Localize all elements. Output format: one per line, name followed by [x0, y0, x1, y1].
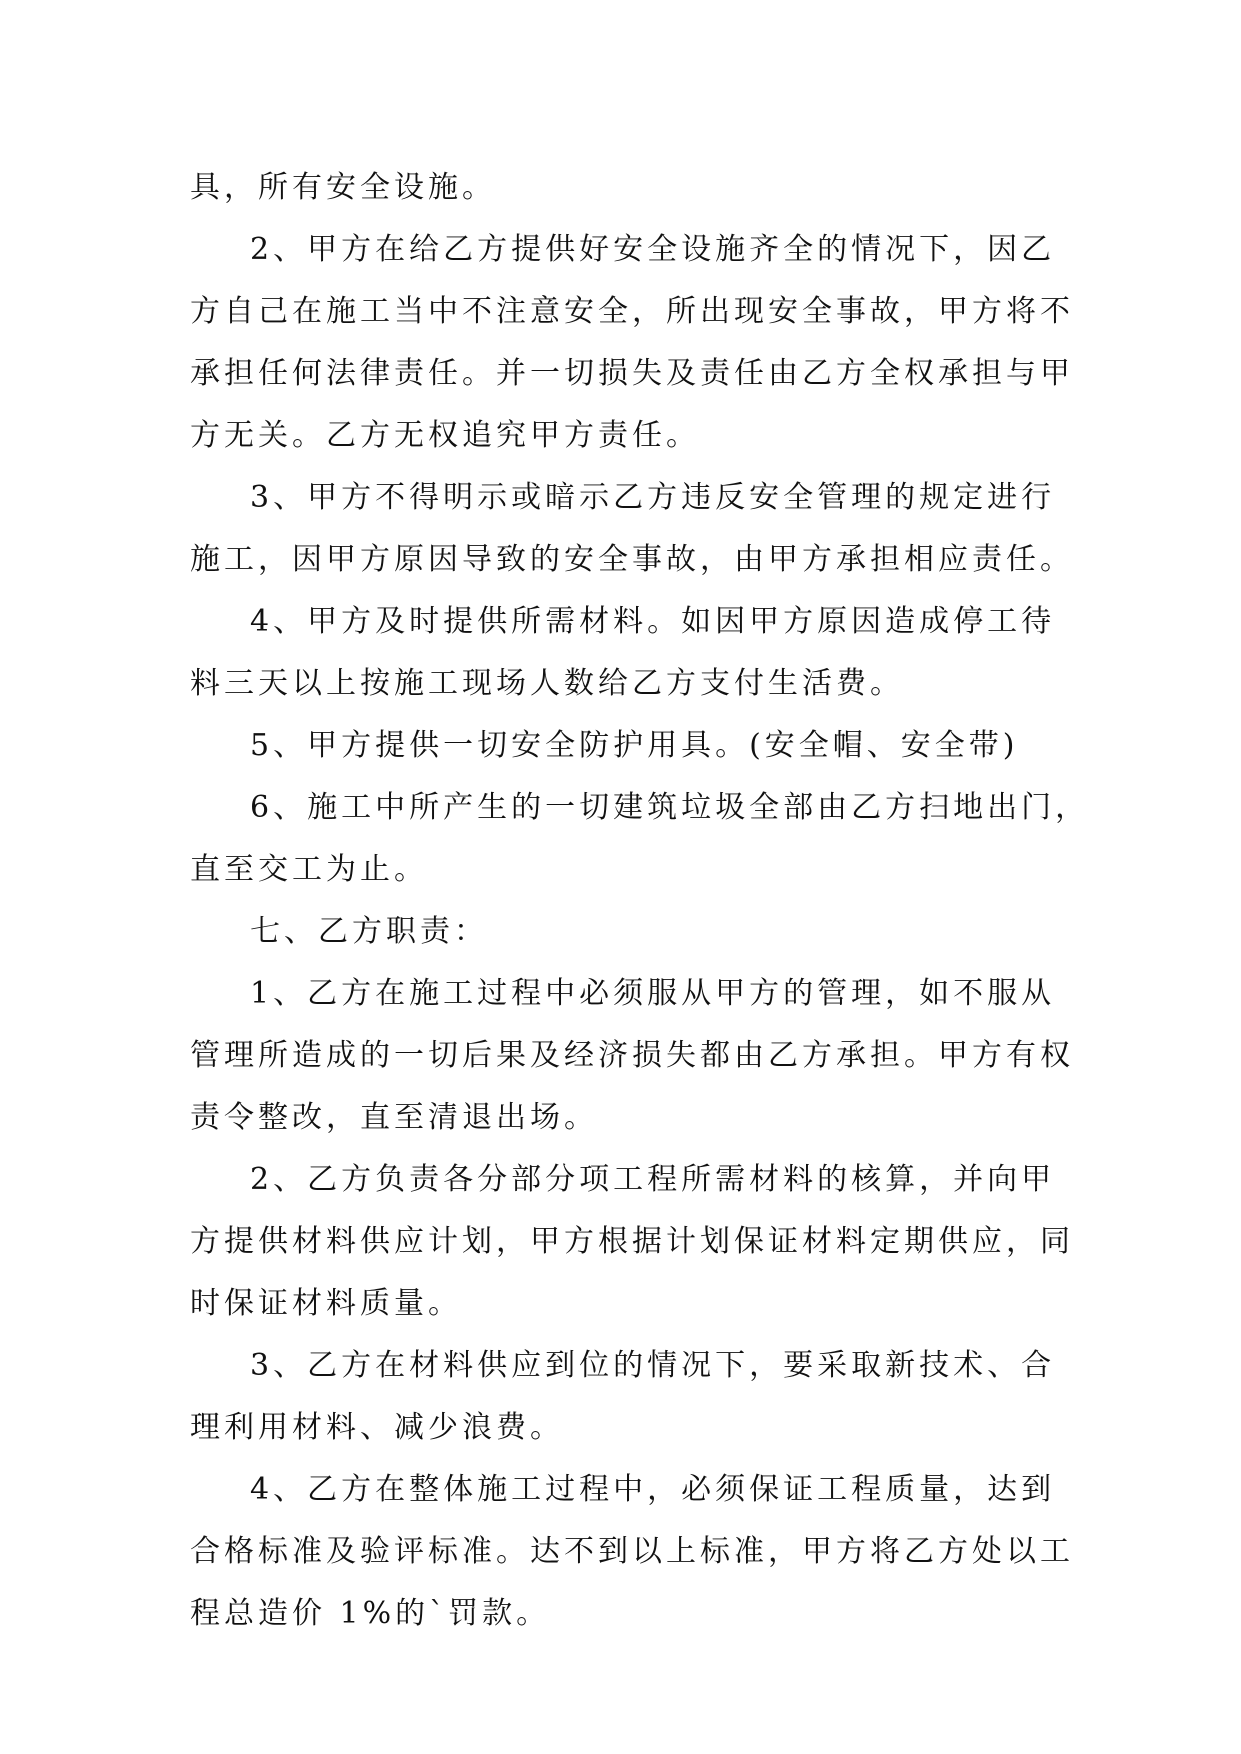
- text-line: 2、乙方负责各分部分项工程所需材料的核算，并向甲: [250, 1162, 1056, 1197]
- text-line: 责令整改，直至清退出场。: [190, 1100, 598, 1135]
- text-line: 方提供材料供应计划，甲方根据计划保证材料定期供应，同: [190, 1224, 1074, 1259]
- text-line: 料三天以上按施工现场人数给乙方支付生活费。: [190, 666, 904, 701]
- text-line: 直至交工为止。: [190, 852, 428, 887]
- text-line: 合格标准及验评标准。达不到以上标准，甲方将乙方处以工: [190, 1534, 1074, 1569]
- text-line: 程总造价 1%的`罚款。: [190, 1596, 551, 1631]
- text-line: 2、甲方在给乙方提供好安全设施齐全的情况下，因乙: [250, 232, 1056, 267]
- text-line: 管理所造成的一切后果及经济损失都由乙方承担。甲方有权: [190, 1038, 1074, 1073]
- text-line: 5、甲方提供一切安全防护用具。(安全帽、安全带): [250, 728, 1019, 763]
- text-line: 方无关。乙方无权追究甲方责任。: [190, 418, 700, 453]
- text-line: 时保证材料质量。: [190, 1286, 462, 1321]
- text-line: 1、乙方在施工过程中必须服从甲方的管理，如不服从: [250, 976, 1056, 1011]
- text-line: 4、甲方及时提供所需材料。如因甲方原因造成停工待: [250, 604, 1056, 639]
- text-line: 方自己在施工当中不注意安全，所出现安全事故，甲方将不: [190, 294, 1074, 329]
- section-heading: 七、乙方职责：: [250, 914, 488, 949]
- text-line: 3、甲方不得明示或暗示乙方违反安全管理的规定进行: [250, 480, 1056, 515]
- text-line: 3、乙方在材料供应到位的情况下，要采取新技术、合: [250, 1348, 1056, 1383]
- text-line: 理利用材料、减少浪费。: [190, 1410, 564, 1445]
- text-line: 承担任何法律责任。并一切损失及责任由乙方全权承担与甲: [190, 356, 1074, 391]
- text-line: 4、乙方在整体施工过程中，必须保证工程质量，达到: [250, 1472, 1056, 1507]
- text-line: 施工，因甲方原因导致的安全事故，由甲方承担相应责任。: [190, 542, 1074, 577]
- text-line: 具，所有安全设施。: [190, 170, 496, 205]
- document-body: [190, 157, 1090, 1645]
- text-line: 6、施工中所产生的一切建筑垃圾全部由乙方扫地出门，: [250, 790, 1090, 825]
